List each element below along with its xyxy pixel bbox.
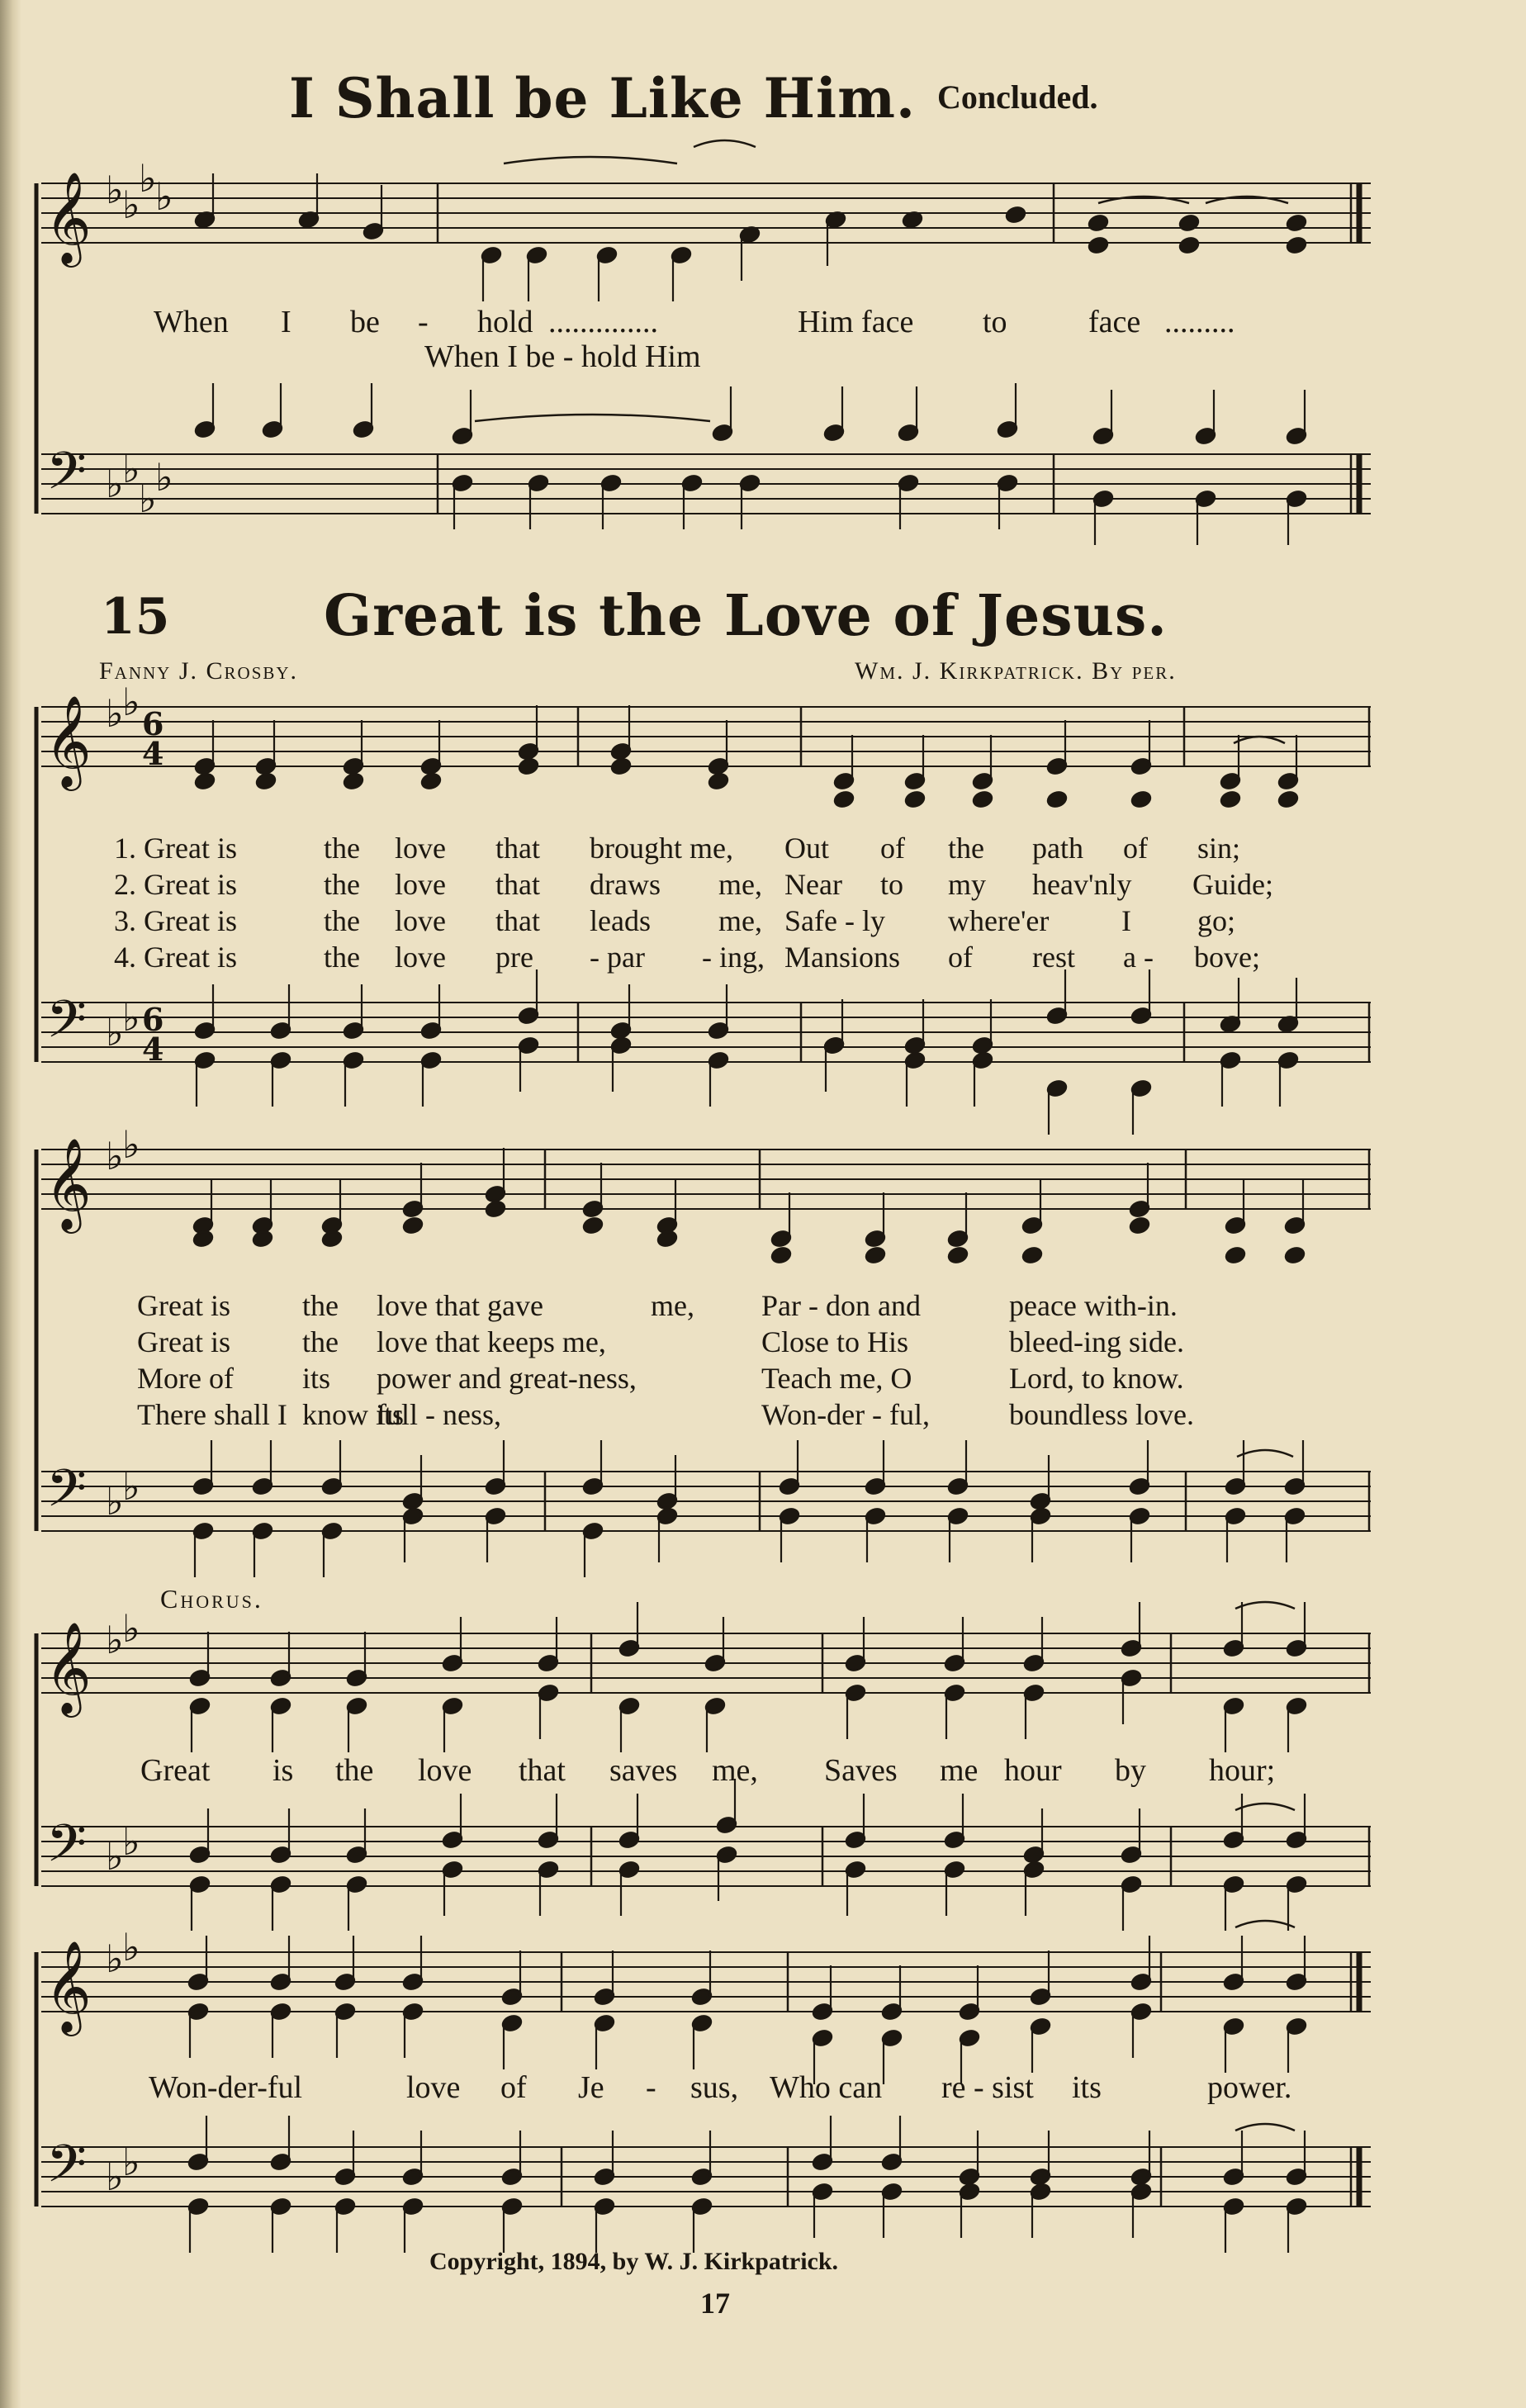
lyric-word: saves bbox=[609, 1753, 678, 1788]
lyric-word: Close to His bbox=[761, 1325, 909, 1358]
lyric-word: that bbox=[519, 1753, 566, 1788]
lyric-word: Teach me, O bbox=[761, 1362, 912, 1395]
note-head bbox=[833, 790, 855, 809]
lyric-word: re - sist bbox=[941, 2070, 1034, 2105]
lyric-word: sus, bbox=[690, 2070, 739, 2105]
treble-clef: 𝄞 bbox=[45, 1940, 92, 2032]
flat-sign: ♭ bbox=[122, 995, 140, 1040]
note-head bbox=[485, 1200, 506, 1219]
lyric-word: by bbox=[1115, 1753, 1146, 1788]
note-head bbox=[402, 1216, 424, 1235]
flat-sign: ♭ bbox=[106, 168, 124, 212]
note-head bbox=[1178, 236, 1200, 255]
treble-clef: 𝄞 bbox=[45, 1137, 92, 1230]
flat-sign: ♭ bbox=[106, 1618, 124, 1662]
lyric-word: power. bbox=[1207, 2070, 1292, 2105]
lyric-word: the bbox=[324, 868, 360, 901]
note-head bbox=[708, 772, 729, 791]
lyric-word: leads bbox=[590, 904, 651, 937]
lyric-word: More of bbox=[137, 1362, 234, 1395]
note-head bbox=[1005, 206, 1026, 225]
tie bbox=[694, 140, 756, 147]
flat-sign: ♭ bbox=[122, 447, 140, 491]
lyric-word: Great is bbox=[137, 1325, 230, 1358]
flat-sign: ♭ bbox=[122, 680, 140, 724]
lyric-word: There shall I bbox=[137, 1398, 287, 1431]
tie bbox=[1237, 1450, 1293, 1457]
flat-sign: ♭ bbox=[106, 1479, 124, 1524]
flat-sign: ♭ bbox=[106, 1936, 124, 1981]
tie bbox=[1235, 2124, 1295, 2131]
lyric-word: to bbox=[880, 868, 904, 901]
lyric-word: Par - don and bbox=[761, 1289, 921, 1322]
flat-sign: ♭ bbox=[139, 156, 157, 201]
note-head bbox=[1046, 790, 1068, 809]
bass-clef: 𝄢 bbox=[46, 440, 87, 514]
flat-sign: ♭ bbox=[106, 1010, 124, 1055]
note-head bbox=[518, 757, 539, 776]
treble-clef: 𝄞 bbox=[45, 171, 92, 263]
treble-clef: 𝄞 bbox=[45, 694, 92, 787]
lyric-word: 1. Great is bbox=[114, 832, 237, 865]
lyric-word: of bbox=[500, 2070, 527, 2105]
lyric-word: 2. Great is bbox=[114, 868, 237, 901]
tie bbox=[1235, 1921, 1295, 1927]
lyric-word: Won-der-ful bbox=[149, 2070, 303, 2105]
lyric-word: Won-der - ful, bbox=[761, 1398, 931, 1431]
lyric-word: hour; bbox=[1209, 1753, 1276, 1788]
lyric-word: that bbox=[495, 904, 540, 937]
note-head bbox=[1284, 1246, 1306, 1265]
lyric-word: love bbox=[395, 868, 446, 901]
time-signature: 6 bbox=[142, 1001, 164, 1038]
lyric-word: me, bbox=[712, 1753, 758, 1788]
lyric-word: its bbox=[1072, 2070, 1102, 2105]
note-head bbox=[194, 772, 216, 791]
lyric-word: to bbox=[983, 305, 1007, 339]
flat-sign: ♭ bbox=[122, 2140, 140, 2184]
lyric-word: Lord, to know. bbox=[1009, 1362, 1184, 1395]
note-head bbox=[904, 790, 926, 809]
note-head bbox=[1130, 790, 1152, 809]
lyric-word: that bbox=[495, 832, 540, 865]
lyric-word: Je bbox=[578, 2070, 604, 2105]
lyric-word: love that gave bbox=[377, 1289, 543, 1322]
lyric-word: that bbox=[495, 868, 540, 901]
note-head bbox=[321, 1230, 343, 1249]
lyric-word: bleed-ing side. bbox=[1009, 1325, 1184, 1358]
flat-sign: ♭ bbox=[155, 455, 173, 500]
lyric-word: the bbox=[335, 1753, 374, 1788]
flat-sign: ♭ bbox=[155, 174, 173, 219]
note-head bbox=[1286, 214, 1307, 233]
lyric-word: full - ness, bbox=[377, 1398, 501, 1431]
flat-sign: ♭ bbox=[122, 1122, 140, 1167]
lyric-word: power and great-ness, bbox=[377, 1362, 637, 1395]
lyric-word: know its bbox=[302, 1398, 405, 1431]
note-head bbox=[1277, 790, 1299, 809]
bass-clef: 𝄢 bbox=[46, 1458, 87, 1531]
lyric-word: its bbox=[302, 1362, 331, 1395]
time-signature: 4 bbox=[142, 1031, 164, 1068]
chorus-label: Chorus. bbox=[160, 1584, 263, 1614]
lyric-word: ......... bbox=[1164, 305, 1235, 339]
note-head bbox=[1129, 1216, 1150, 1235]
hymn2-composer: Wm. J. Kirkpatrick. By per. bbox=[855, 657, 1177, 685]
time-signature: 4 bbox=[142, 735, 164, 772]
lyric-word: pre bbox=[495, 941, 533, 974]
lyric-word: I bbox=[1121, 904, 1131, 937]
hymn2-title: Great is the Love of Jesus. bbox=[324, 583, 1168, 649]
page-number: 17 bbox=[700, 2287, 730, 2320]
note-head bbox=[192, 1230, 214, 1249]
note-head bbox=[947, 1246, 969, 1265]
lyric-word: peace with-in. bbox=[1009, 1289, 1178, 1322]
note-head bbox=[1225, 1246, 1246, 1265]
note-head bbox=[865, 1246, 886, 1265]
lyric-word: - bbox=[646, 2070, 656, 2105]
copyright: Copyright, 1894, by W. J. Kirkpatrick. bbox=[429, 2248, 839, 2275]
hymn1-title: I Shall be Like Him. bbox=[289, 66, 916, 130]
lyric-word: a - bbox=[1123, 941, 1154, 974]
lyric-word: hour bbox=[1004, 1753, 1062, 1788]
lyric-word: the bbox=[324, 832, 360, 865]
flat-sign: ♭ bbox=[106, 1134, 124, 1178]
lyric-word: love bbox=[418, 1753, 472, 1788]
flat-sign: ♭ bbox=[106, 691, 124, 736]
lyric-word: the bbox=[948, 832, 984, 865]
lyric-word: 3. Great is bbox=[114, 904, 237, 937]
lyric-word: - ing, bbox=[702, 941, 765, 974]
lyric-word: love bbox=[395, 941, 446, 974]
flat-sign: ♭ bbox=[122, 1464, 140, 1509]
lyric-word: I bbox=[281, 305, 291, 339]
lyric-word: - par bbox=[590, 941, 645, 974]
lyric-word: heav'nly bbox=[1032, 868, 1132, 901]
flat-sign: ♭ bbox=[139, 476, 157, 521]
lyric-word: Great bbox=[140, 1753, 211, 1788]
time-signature: 6 bbox=[142, 705, 164, 742]
hymn1-status: Concluded. bbox=[937, 78, 1098, 116]
flat-sign: ♭ bbox=[106, 1834, 124, 1879]
tie bbox=[1234, 737, 1285, 743]
lyric-word: of bbox=[948, 941, 973, 974]
note-head bbox=[656, 1230, 678, 1249]
lyric-word: hold bbox=[477, 305, 533, 339]
flat-sign: ♭ bbox=[122, 1819, 140, 1864]
lyric-word: love bbox=[395, 904, 446, 937]
note-head bbox=[343, 772, 364, 791]
lyric-word: go; bbox=[1197, 904, 1236, 937]
flat-sign: ♭ bbox=[106, 2154, 124, 2199]
bass-clef: 𝄢 bbox=[46, 2133, 87, 2207]
note-head bbox=[252, 1230, 273, 1249]
lyric-word: where'er bbox=[948, 904, 1050, 937]
note-head bbox=[1286, 236, 1307, 255]
lyric-word: love that keeps me, bbox=[377, 1325, 606, 1358]
flat-sign: ♭ bbox=[122, 182, 140, 227]
lyric-word: me, bbox=[718, 868, 762, 901]
lyric-word: my bbox=[948, 868, 987, 901]
flat-sign: ♭ bbox=[106, 462, 124, 506]
lyric-word: Saves bbox=[824, 1753, 898, 1788]
note-head bbox=[1021, 1246, 1043, 1265]
lyric-word: me, bbox=[718, 904, 762, 937]
lyric-word: brought me, bbox=[590, 832, 733, 865]
lyric-word: .............. bbox=[548, 305, 658, 339]
lyric-word: is bbox=[272, 1753, 294, 1788]
lyric-word: boundless love. bbox=[1009, 1398, 1194, 1431]
tie bbox=[1235, 1602, 1295, 1609]
lyric-word: Great is bbox=[137, 1289, 230, 1322]
note-head bbox=[1178, 214, 1200, 233]
lyric-word: Guide; bbox=[1192, 868, 1273, 901]
lyric-word: love bbox=[406, 2070, 461, 2105]
lyric-word: path bbox=[1032, 832, 1083, 865]
lyric-word: Safe - ly bbox=[784, 904, 885, 937]
lyric-word: of bbox=[880, 832, 905, 865]
lyric-word: the bbox=[324, 941, 360, 974]
lyric-lower-line: When I be - hold Him bbox=[424, 339, 701, 374]
note-head bbox=[972, 790, 993, 809]
tie bbox=[504, 157, 677, 164]
lyric-word: When bbox=[154, 305, 229, 339]
lyric-word: me bbox=[940, 1753, 979, 1788]
lyric-word: Him face bbox=[798, 305, 914, 339]
hymn-number: 15 bbox=[101, 588, 170, 646]
lyric-word: Mansions bbox=[784, 941, 901, 974]
lyric-word: sin; bbox=[1197, 832, 1241, 865]
note-head bbox=[255, 772, 277, 791]
note-head bbox=[1088, 214, 1109, 233]
hymn2-author: Fanny J. Crosby. bbox=[99, 657, 299, 685]
lyric-word: - bbox=[418, 305, 429, 339]
lyric-word: bove; bbox=[1194, 941, 1260, 974]
note-head bbox=[1088, 236, 1109, 255]
lyric-word: of bbox=[1123, 832, 1148, 865]
note-head bbox=[1220, 790, 1241, 809]
bass-clef: 𝄢 bbox=[46, 1813, 87, 1886]
note-head bbox=[420, 772, 442, 791]
lyric-word: the bbox=[324, 904, 360, 937]
tie bbox=[475, 415, 710, 421]
note-head bbox=[582, 1216, 604, 1235]
lyric-word: Out bbox=[784, 832, 829, 865]
lyric-word: draws bbox=[590, 868, 661, 901]
lyric-word: me, bbox=[651, 1289, 694, 1322]
lyric-word: rest bbox=[1032, 941, 1075, 974]
lyric-word: 4. Great is bbox=[114, 941, 237, 974]
lyric-word: the bbox=[302, 1325, 339, 1358]
lyric-word: be bbox=[350, 305, 380, 339]
treble-clef: 𝄞 bbox=[45, 1621, 92, 1714]
lyric-word: face bbox=[1088, 305, 1141, 339]
lyric-word: Who can bbox=[770, 2070, 883, 2105]
note-head bbox=[770, 1246, 792, 1265]
flat-sign: ♭ bbox=[122, 1925, 140, 1970]
note-head bbox=[610, 757, 632, 776]
bass-clef: 𝄢 bbox=[46, 988, 87, 1062]
lyric-word: the bbox=[302, 1289, 339, 1322]
flat-sign: ♭ bbox=[122, 1606, 140, 1651]
lyric-word: love bbox=[395, 832, 446, 865]
lyric-word: Near bbox=[784, 868, 842, 901]
tie bbox=[1235, 1804, 1295, 1810]
